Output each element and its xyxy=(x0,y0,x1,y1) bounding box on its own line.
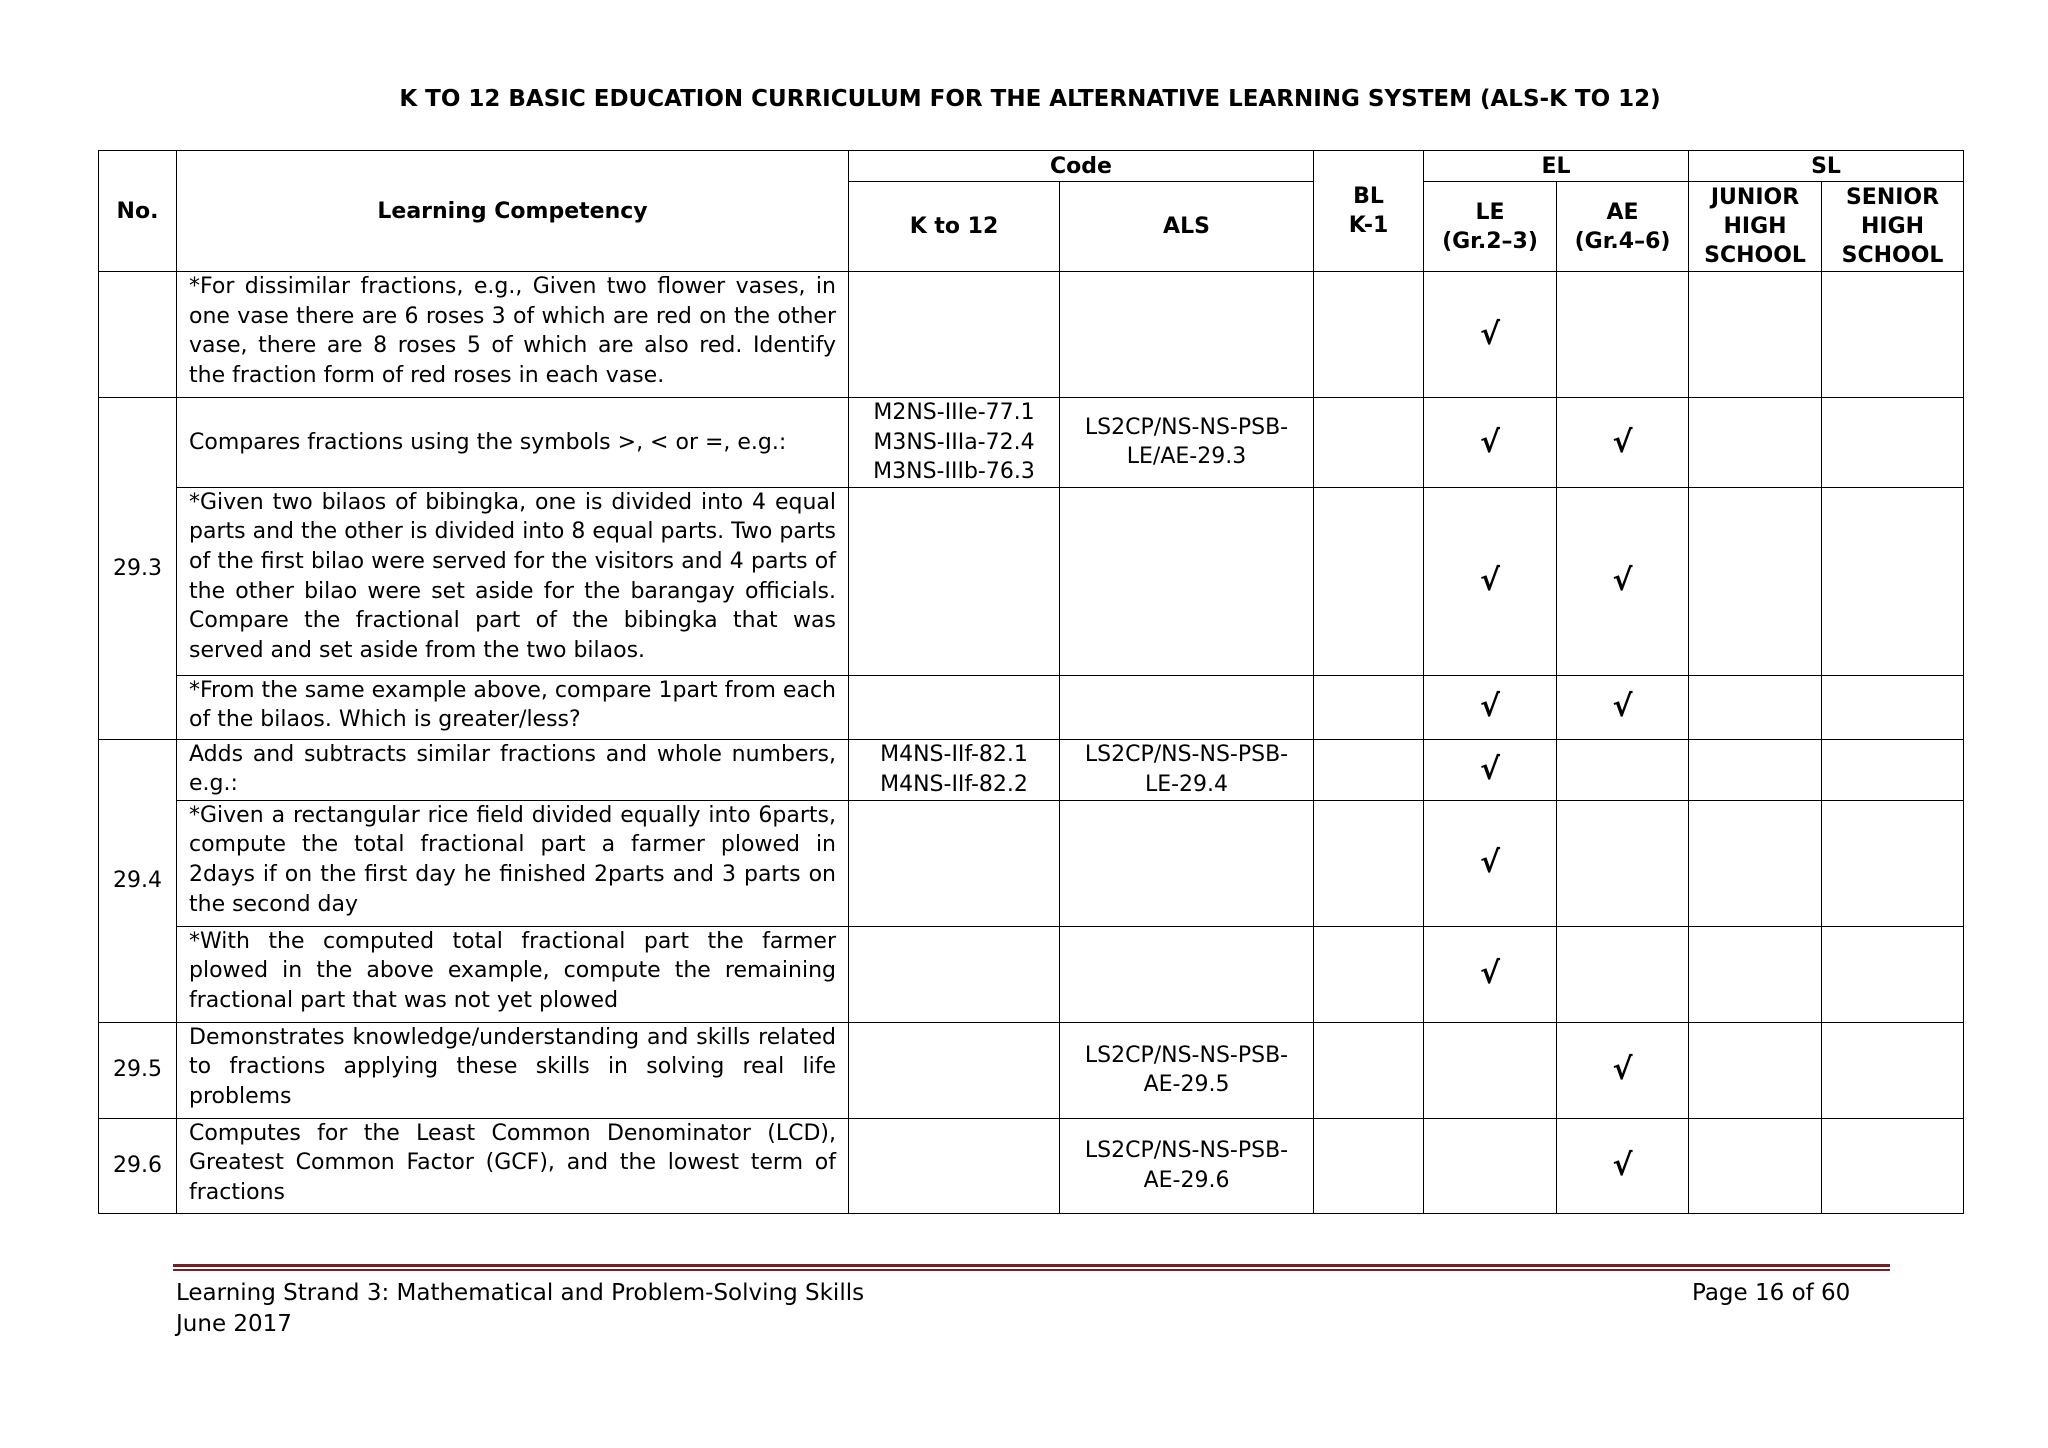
als-code-line: LS2CP/NS-NS-PSB- xyxy=(1084,1042,1289,1068)
header-bl-line2: K-1 xyxy=(1348,213,1389,238)
header-le-line1: LE xyxy=(1475,199,1505,225)
header-als: ALS xyxy=(1060,182,1314,272)
le-check: √ xyxy=(1424,272,1557,398)
le-check xyxy=(1424,1118,1557,1213)
k12-code-cell xyxy=(849,487,1060,675)
le-check: √ xyxy=(1424,398,1557,488)
table-row xyxy=(99,926,1964,1022)
footer-date: June 2017 xyxy=(176,1311,292,1337)
ae-check xyxy=(1557,800,1689,926)
jhs-cell xyxy=(1689,398,1822,488)
jhs-cell xyxy=(1689,272,1822,398)
competency-cell: *For dissimilar fractions, e.g., Given two flower vases, in one vase there are 6 roses 3 of which are red on the other vase, there are 8 roses 5 of which are also red. Identify the fraction form of red roses in each vase. xyxy=(177,272,849,398)
bl-cell xyxy=(1314,1022,1424,1118)
document-title: K TO 12 BASIC EDUCATION CURRICULUM FOR THE ALTERNATIVE LEARNING SYSTEM (ALS-K TO 12) xyxy=(399,86,1661,112)
als-code-line: LS2CP/NS-NS-PSB- xyxy=(1084,742,1289,768)
row-number: 29.5 xyxy=(99,1022,177,1118)
jhs-cell xyxy=(1689,800,1822,926)
ae-check: √ xyxy=(1557,398,1689,488)
k12-code: M2NS-IIIe-77.1 xyxy=(873,400,1035,425)
header-jhs-line1: JUNIOR xyxy=(1710,185,1800,210)
bl-cell xyxy=(1314,739,1424,800)
competency-cell: Computes for the Least Common Denominator (LCD), Greatest Common Factor (GCF), and the lowest term of fractions xyxy=(177,1118,849,1213)
table-row xyxy=(99,675,1964,739)
jhs-cell xyxy=(1689,739,1822,800)
table-row xyxy=(99,800,1964,926)
le-check: √ xyxy=(1424,487,1557,675)
le-check xyxy=(1424,1022,1557,1118)
bl-cell xyxy=(1314,675,1424,739)
le-check: √ xyxy=(1424,800,1557,926)
le-check: √ xyxy=(1424,739,1557,800)
header-ae-line2: (Gr.4–6) xyxy=(1574,228,1671,254)
shs-cell xyxy=(1822,1118,1964,1213)
ae-check xyxy=(1557,739,1689,800)
ae-check: √ xyxy=(1557,487,1689,675)
header-bl-line1: BL xyxy=(1353,184,1384,209)
header-jhs-line2: HIGH xyxy=(1723,214,1787,239)
header-ae xyxy=(1557,182,1689,272)
shs-cell xyxy=(1822,1022,1964,1118)
k12-code-cell xyxy=(849,926,1060,1022)
header-shs-line3: SCHOOL xyxy=(1841,243,1944,268)
header-bl xyxy=(1314,151,1424,272)
jhs-cell xyxy=(1689,1022,1822,1118)
k12-code-cell xyxy=(849,1118,1060,1213)
als-code-line: AE-29.5 xyxy=(1143,1072,1230,1098)
competency-cell: *Given two bilaos of bibingka, one is divided into 4 equal parts and the other is divided into 8 equal parts. Two parts of the first bilao were served for the visitors and 4 parts of the other bilao were set aside for the barangay officials. Compare the fractional part of the bibingka that was served and set aside from the two bilaos. xyxy=(177,487,849,675)
row-number: 29.6 xyxy=(99,1118,177,1213)
competency-cell: Adds and subtracts similar fractions and whole numbers, e.g.: xyxy=(177,739,849,800)
table-row xyxy=(99,487,1964,675)
table-row xyxy=(99,739,1964,800)
shs-cell xyxy=(1822,272,1964,398)
als-code-line: AE-29.6 xyxy=(1143,1167,1230,1193)
als-code-line: LS2CP/NS-NS-PSB- xyxy=(1084,1138,1289,1164)
bl-cell xyxy=(1314,272,1424,398)
bl-cell xyxy=(1314,800,1424,926)
als-code-cell xyxy=(1060,800,1314,926)
k12-code-cell xyxy=(849,800,1060,926)
header-competency: Learning Competency xyxy=(177,151,849,272)
ae-check xyxy=(1557,272,1689,398)
footer-page-number: Page 16 of 60 xyxy=(1692,1280,1851,1306)
competency-cell: Compares fractions using the symbols >, < or =, e.g.: xyxy=(177,398,849,488)
ae-check: √ xyxy=(1557,1022,1689,1118)
table-row xyxy=(99,1118,1964,1213)
header-row-1 xyxy=(99,151,1964,182)
jhs-cell xyxy=(1689,1118,1822,1213)
bl-cell xyxy=(1314,398,1424,488)
k12-code: M4NS-IIf-82.2 xyxy=(880,771,1028,797)
als-code-cell xyxy=(1060,926,1314,1022)
footer-strand: Learning Strand 3: Mathematical and Problem-Solving Skills xyxy=(176,1280,865,1306)
als-code-cell xyxy=(1060,1118,1314,1213)
k12-code-cell xyxy=(849,272,1060,398)
shs-cell xyxy=(1822,800,1964,926)
footer-divider xyxy=(173,1264,1890,1271)
k12-code-cell xyxy=(849,739,1060,800)
row-number: 29.4 xyxy=(99,739,177,1022)
k12-code-cell xyxy=(849,1022,1060,1118)
bl-cell xyxy=(1314,1118,1424,1213)
header-sl: SL xyxy=(1689,151,1964,182)
le-check: √ xyxy=(1424,926,1557,1022)
shs-cell xyxy=(1822,675,1964,739)
als-code-cell xyxy=(1060,272,1314,398)
jhs-cell xyxy=(1689,675,1822,739)
bl-cell xyxy=(1314,487,1424,675)
le-check: √ xyxy=(1424,675,1557,739)
header-shs-line1: SENIOR xyxy=(1845,185,1940,210)
header-shs xyxy=(1822,182,1964,272)
als-code-cell xyxy=(1060,487,1314,675)
footer-left xyxy=(176,1278,864,1340)
header-le-line2: (Gr.2–3) xyxy=(1442,228,1538,254)
als-code-cell xyxy=(1060,1022,1314,1118)
table-row xyxy=(99,398,1964,488)
jhs-cell xyxy=(1689,487,1822,675)
header-le xyxy=(1424,182,1557,272)
competency-cell: Demonstrates knowledge/understanding and skills related to fractions applying these skills in solving real life problems xyxy=(177,1022,849,1118)
shs-cell xyxy=(1822,926,1964,1022)
shs-cell xyxy=(1822,398,1964,488)
shs-cell xyxy=(1822,739,1964,800)
jhs-cell xyxy=(1689,926,1822,1022)
k12-code-cell xyxy=(849,675,1060,739)
ae-check xyxy=(1557,926,1689,1022)
header-jhs-line3: SCHOOL xyxy=(1704,243,1806,268)
header-shs-line2: HIGH xyxy=(1860,214,1925,239)
k12-code: M3NS-IIIb-76.3 xyxy=(873,459,1035,485)
header-jhs xyxy=(1689,182,1822,272)
k12-code: M4NS-IIf-82.1 xyxy=(880,742,1028,768)
header-el: EL xyxy=(1424,151,1689,182)
bl-cell xyxy=(1314,926,1424,1022)
als-code-cell xyxy=(1060,739,1314,800)
curriculum-table xyxy=(98,150,1964,1214)
als-code-cell xyxy=(1060,675,1314,739)
shs-cell xyxy=(1822,487,1964,675)
competency-cell: *From the same example above, compare 1part from each of the bilaos. Which is greater/less? xyxy=(177,675,849,739)
als-code-line: LS2CP/NS-NS-PSB- xyxy=(1084,414,1289,440)
k12-code: M3NS-IIIa-72.4 xyxy=(873,429,1035,455)
competency-cell: *Given a rectangular rice field divided equally into 6parts, compute the total fractional part a farmer plowed in 2days if on the first day he finished 2parts and 3 parts on the second day xyxy=(177,800,849,926)
als-code-line: LE-29.4 xyxy=(1144,771,1229,797)
row-number xyxy=(99,272,177,398)
k12-code-cell xyxy=(849,398,1060,488)
row-number: 29.3 xyxy=(99,398,177,740)
table-row xyxy=(99,1022,1964,1118)
als-code-line: LE/AE-29.3 xyxy=(1126,444,1247,470)
header-k12: K to 12 xyxy=(849,182,1060,272)
header-code: Code xyxy=(849,151,1314,182)
als-code-cell xyxy=(1060,398,1314,488)
header-ae-line1: AE xyxy=(1606,199,1639,225)
header-no: No. xyxy=(99,151,177,272)
competency-cell: *With the computed total fractional part the farmer plowed in the above example, compute the remaining fractional part that was not yet plowed xyxy=(177,926,849,1022)
ae-check: √ xyxy=(1557,675,1689,739)
ae-check: √ xyxy=(1557,1118,1689,1213)
table-row xyxy=(99,272,1964,398)
